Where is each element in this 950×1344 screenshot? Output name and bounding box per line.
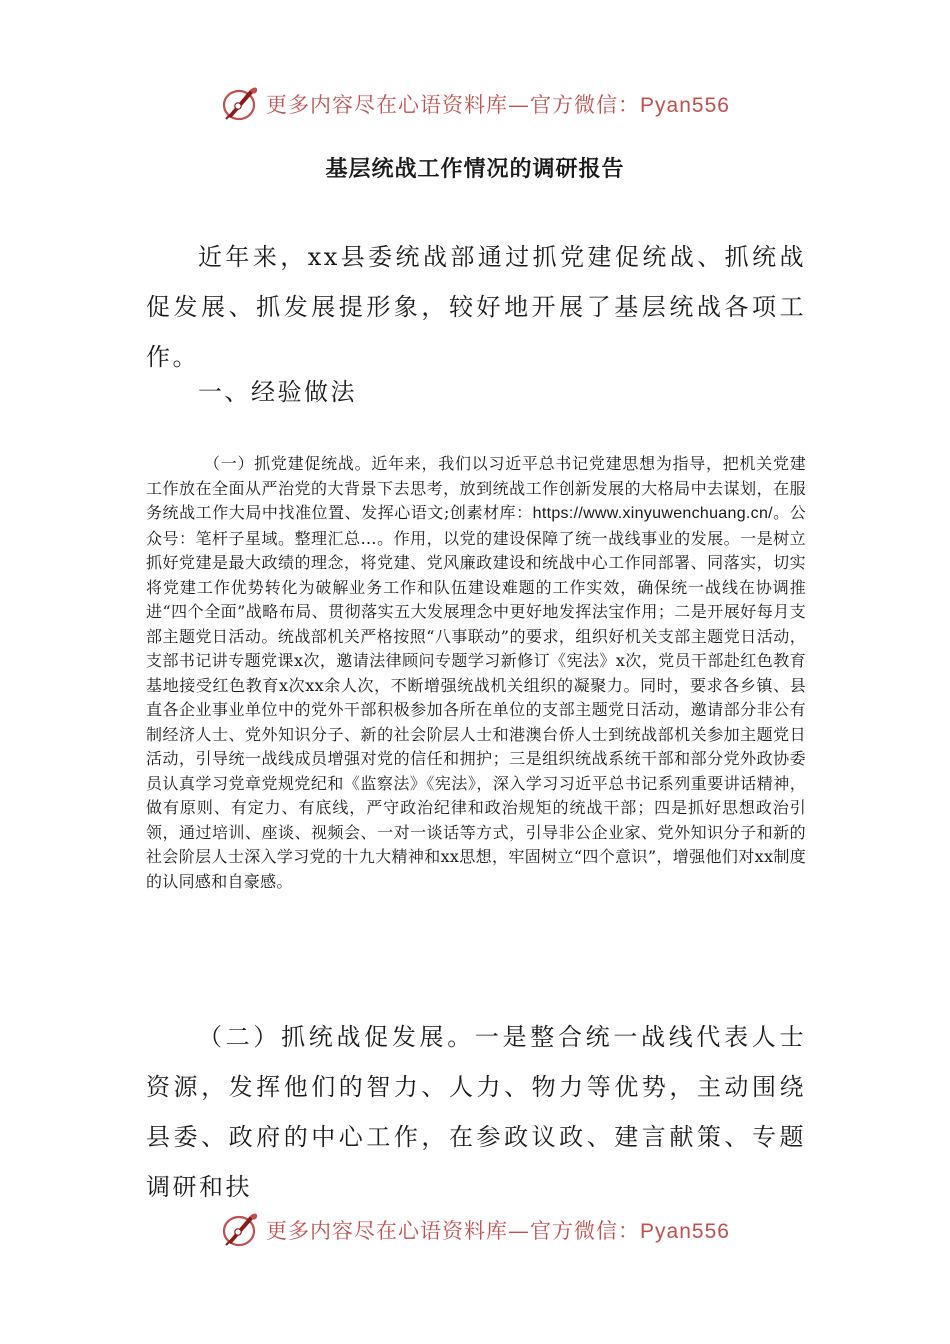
- watermark-prefix: 更多内容尽在心语资料库—官方微信：: [266, 1219, 641, 1243]
- watermark-text: [266, 1215, 730, 1245]
- section-1-heading: 一、经验做法: [198, 378, 357, 406]
- section-1-text-part-b: 。公众号：笔杆子星域。整理汇总…。作用，以党的建设保障了统一战线事业的发展。一是树立抓好党建是最大政绩的理念，将党建、党风廉政建设和统战中心工作同部署、同落实，切实将党建工作优势转化为破解业务工作和队伍建设难题的工作实效，确保统一战线在协调推进“四个全面”战略布局、贯彻落实五大发展理念中更好地发挥法宝作用；二是开展好每月支部主题党日活动。统战部机关严格按照“八事联动”的要求，组织好机关支部主题党日活动，支部书记讲专题党课x次，邀请法律顾问专题学习新修订《宪法》x次，党员干部赴红色教育基地接受红色教育x次xx余人次，不断增强统战机关组织的凝聚力。同时，要求各乡镇、县直各企业事业单位中的党外干部积极参加各所在单位的支部主题党日活动，邀请部分非公有制经济人士、党外知识分子、新的社会阶层人士和港澳台侨人士到统战部机关参加主题党日活动，引导统一战线成员增强对党的信任和拥护；三是组织统战系统干部和部分党外政协委员认真学习党章党规党纪和《监察法》《宪法》，深入学习习近平总书记系列重要讲话精神，做有原则、有定力、有底线，严守政治纪律和政治规矩的统战干部；四是抓好思想政治引领，通过培训、座谈、视频会、一对一谈话等方式，引导非公企业家、党外知识分子和新的社会阶层人士深入学习党的十九大精神和xx思想，牢固树立“四个意识”，增强他们对xx制度的认同感和自豪感。: [146, 503, 806, 891]
- watermark-wechat-id: Pyan556: [640, 94, 730, 117]
- quill-pen-logo-icon: [220, 84, 260, 124]
- watermark-wechat-id: Pyan556: [640, 1220, 730, 1243]
- section-1-text-part-a: （一）抓党建促统战。近年来，我们以习近平总书记党建思想为指导，把机关党建工作放在全面从严治党的大背景下去思考，放到统战工作创新发展的大格局中去谋划，在服务统战工作大局中找准位置、发挥心语文;创素材库：: [146, 454, 806, 522]
- watermark-banner-top: [0, 82, 950, 126]
- watermark-banner-bottom: [0, 1208, 950, 1252]
- section-2-paragraph: （二）抓统战促发展。一是整合统一战线代表人士资源，发挥他们的智力、人力、物力等优势，主动围绕县委、政府的中心工作，在参政议政、建言献策、专题调研和扶: [146, 1023, 806, 1201]
- watermark-prefix: 更多内容尽在心语资料库—官方微信：: [266, 93, 641, 117]
- watermark-text: [266, 89, 730, 119]
- document-title: 基层统战工作情况的调研报告: [325, 156, 625, 182]
- quill-pen-logo-icon: [220, 1210, 260, 1250]
- section-1-url: https://www.xinyuwenchuang.cn/: [532, 505, 773, 522]
- intro-paragraph: 近年来，xx县委统战部通过抓党建促统战、抓统战促发展、抓发展提形象，较好地开展了基层统战各项工作。: [146, 243, 806, 371]
- section-1-paragraph: [146, 452, 806, 894]
